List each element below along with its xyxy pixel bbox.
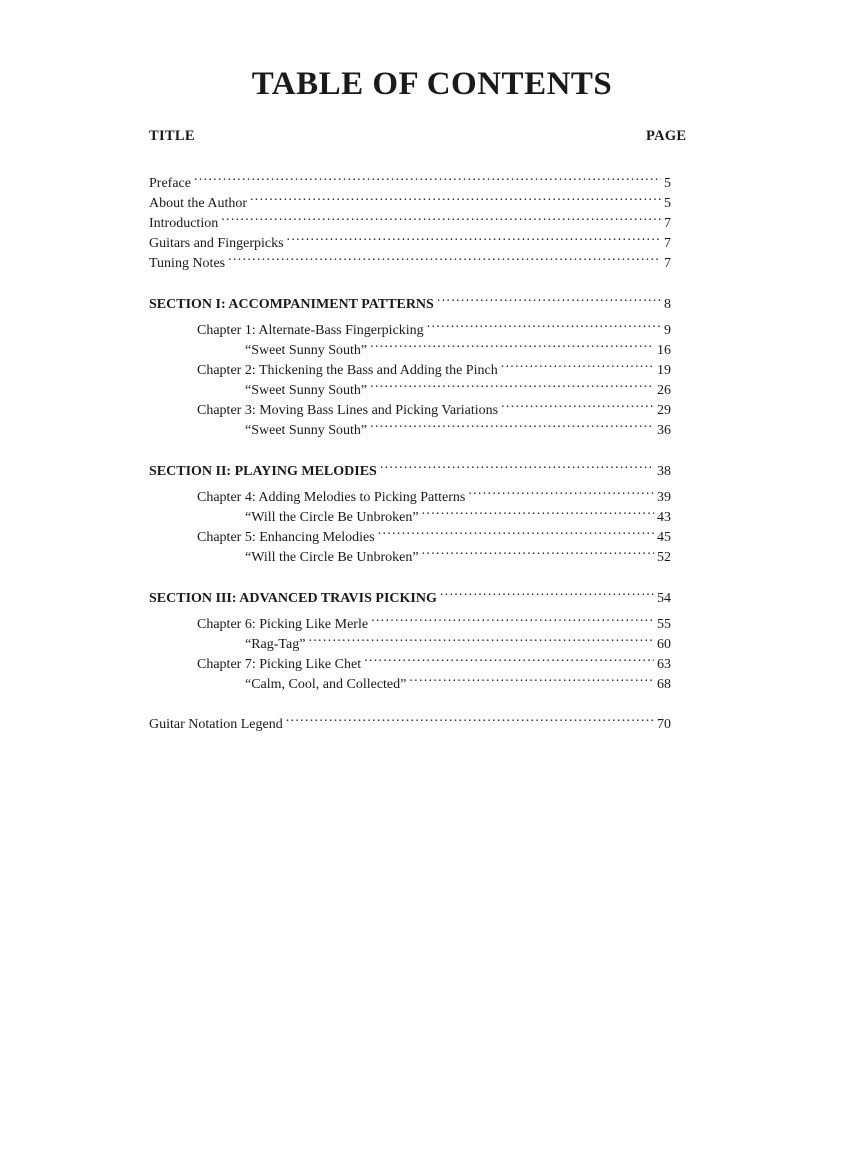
toc-song-entry[interactable] (245, 414, 671, 438)
dot-leader (287, 227, 661, 247)
toc-section-label: SECTION II: PLAYING MELODIES (149, 464, 377, 479)
dot-leader (194, 167, 661, 187)
dot-leader (286, 708, 654, 728)
toc-entry-label: About the Author (149, 196, 247, 211)
toc-entry-page: 9 (664, 323, 671, 338)
toc-entry-guitar-notation-legend[interactable] (149, 708, 671, 732)
title-column-header: TITLE (149, 128, 195, 144)
toc-chapter-3[interactable] (197, 394, 671, 418)
toc-chapter-6[interactable] (197, 608, 671, 632)
toc-entry-page: 68 (657, 677, 671, 692)
toc-chapter-1[interactable] (197, 314, 671, 338)
toc-section-3[interactable] (149, 582, 671, 606)
dot-leader (371, 608, 654, 628)
dot-leader (370, 414, 654, 434)
toc-song-label: “Rag-Tag” (245, 637, 306, 652)
toc-song-label: “Sweet Sunny South” (245, 343, 368, 358)
dot-leader (221, 207, 661, 227)
toc-entry-page: 5 (664, 176, 671, 191)
toc-entry-tuning-notes[interactable] (149, 247, 671, 271)
toc-entry-label: Preface (149, 176, 191, 191)
toc-entry-page: 43 (657, 510, 671, 525)
toc-chapter-label: Chapter 5: Enhancing Melodies (197, 530, 375, 545)
toc-entry-page: 36 (657, 423, 671, 438)
toc-entry-introduction[interactable] (149, 207, 671, 231)
dot-leader (427, 314, 661, 334)
dot-leader (228, 247, 661, 267)
toc-song-label: “Will the Circle Be Unbroken” (245, 550, 419, 565)
toc-song-entry[interactable] (245, 374, 671, 398)
dot-leader (308, 628, 654, 648)
toc-entry-page: 26 (657, 383, 671, 398)
toc-entry-page: 60 (657, 637, 671, 652)
toc-entry-page: 70 (657, 717, 671, 732)
toc-entry-page: 5 (664, 196, 671, 211)
toc-entry-page: 63 (657, 657, 671, 672)
toc-chapter-5[interactable] (197, 521, 671, 545)
dot-leader (380, 455, 654, 475)
toc-song-label: “Sweet Sunny South” (245, 423, 368, 438)
toc-entry-label: Guitar Notation Legend (149, 717, 283, 732)
toc-entry-label: Tuning Notes (149, 256, 226, 271)
toc-entry-page: 55 (657, 617, 671, 632)
dot-leader (370, 374, 654, 394)
toc-chapter-7[interactable] (197, 648, 671, 672)
toc-song-entry[interactable] (245, 628, 671, 652)
toc-entry-page: 7 (664, 256, 671, 271)
toc-entry-page: 7 (664, 236, 671, 251)
dot-leader (440, 582, 654, 602)
page-column-header: PAGE (646, 128, 687, 144)
toc-entry-label: Introduction (149, 216, 219, 231)
toc-entry-page: 8 (664, 297, 671, 312)
toc-entry-page: 7 (664, 216, 671, 231)
toc-chapter-label: Chapter 3: Moving Bass Lines and Picking Variations (197, 403, 499, 418)
dot-leader (250, 187, 661, 207)
toc-section-label: SECTION III: ADVANCED TRAVIS PICKING (149, 591, 437, 606)
toc-chapter-4[interactable] (197, 481, 671, 505)
toc-entry-page: 45 (657, 530, 671, 545)
toc-entry-page: 52 (657, 550, 671, 565)
page-title: TABLE OF CONTENTS (251, 66, 613, 102)
toc-song-label: “Calm, Cool, and Collected” (245, 677, 407, 692)
dot-leader (501, 394, 654, 414)
dot-leader (422, 501, 654, 521)
toc-entry-page: 38 (657, 464, 671, 479)
toc-chapter-2[interactable] (197, 354, 671, 378)
toc-entry-page: 29 (657, 403, 671, 418)
toc-chapter-label: Chapter 6: Picking Like Merle (197, 617, 369, 632)
dot-leader (437, 288, 661, 308)
toc-entry-page: 54 (657, 591, 671, 606)
toc-entry-about-the-author[interactable] (149, 187, 671, 211)
toc-section-label: SECTION I: ACCOMPANIMENT PATTERNS (149, 297, 434, 312)
toc-entry-page: 39 (657, 490, 671, 505)
toc-song-entry[interactable] (245, 334, 671, 358)
toc-entry-page: 19 (657, 363, 671, 378)
toc-entry-label: Guitars and Fingerpicks (149, 236, 284, 251)
toc-song-label: “Sweet Sunny South” (245, 383, 368, 398)
toc-chapter-label: Chapter 7: Picking Like Chet (197, 657, 362, 672)
toc-entry-guitars-and-fingerpicks[interactable] (149, 227, 671, 251)
dot-leader (370, 334, 654, 354)
toc-entry-preface[interactable] (149, 167, 671, 191)
dot-leader (378, 521, 654, 541)
toc-entry-page: 16 (657, 343, 671, 358)
dot-leader (468, 481, 654, 501)
dot-leader (501, 354, 654, 374)
dot-leader (422, 541, 654, 561)
toc-song-entry[interactable] (245, 668, 671, 692)
dot-leader (409, 668, 654, 688)
toc-chapter-label: Chapter 2: Thickening the Bass and Adding the Pinch (197, 363, 498, 378)
toc-song-entry[interactable] (245, 541, 671, 565)
toc-section-1[interactable] (149, 288, 671, 312)
toc-song-entry[interactable] (245, 501, 671, 525)
toc-section-2[interactable] (149, 455, 671, 479)
dot-leader (364, 648, 654, 668)
toc-chapter-label: Chapter 4: Adding Melodies to Picking Patterns (197, 490, 466, 505)
toc-song-label: “Will the Circle Be Unbroken” (245, 510, 419, 525)
toc-chapter-label: Chapter 1: Alternate-Bass Fingerpicking (197, 323, 424, 338)
